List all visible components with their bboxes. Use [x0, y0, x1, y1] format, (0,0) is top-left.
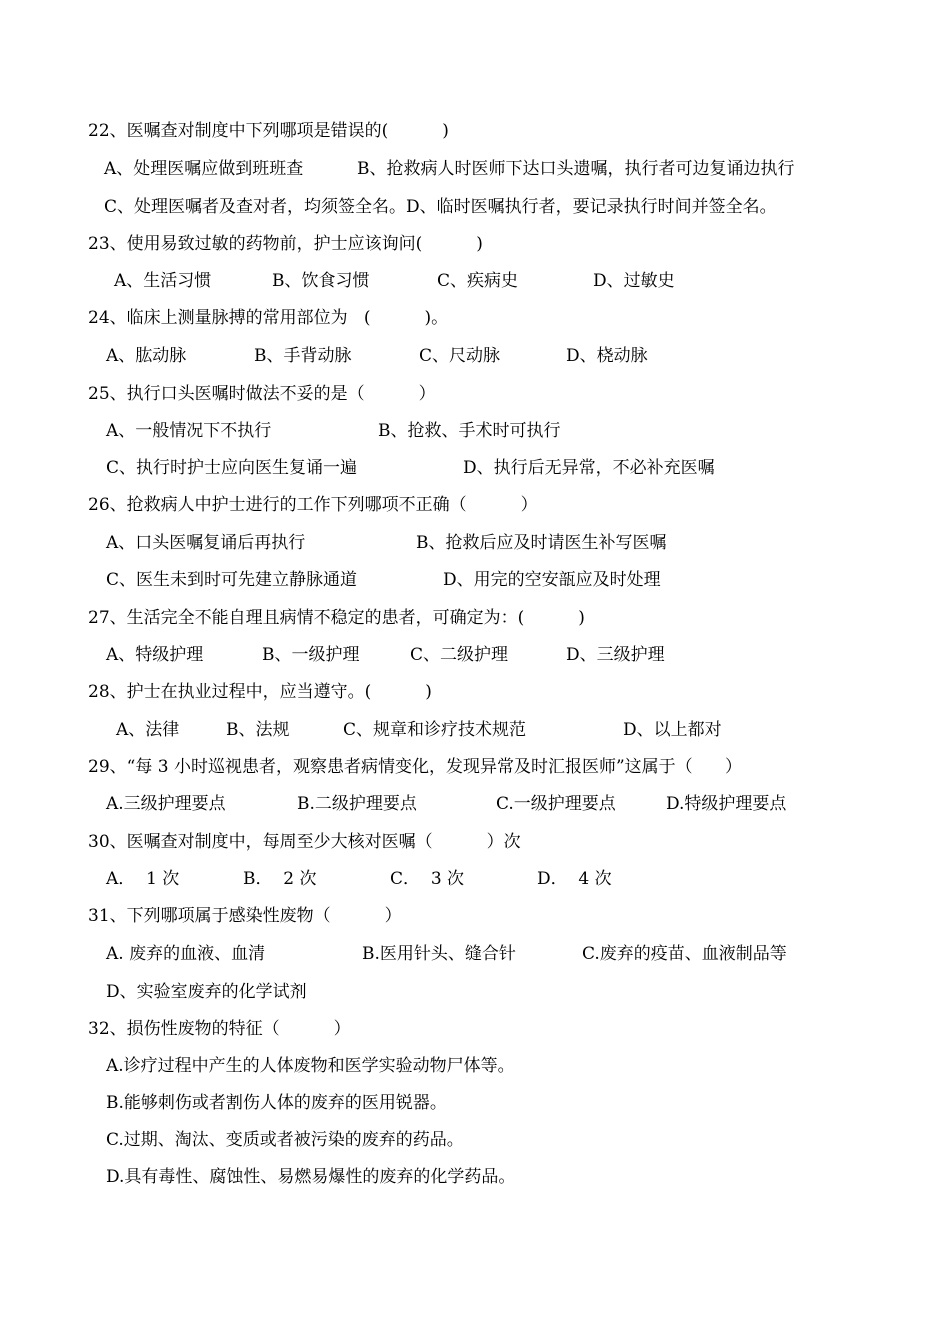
answer-option: A.诊疗过程中产生的人体废物和医学实验动物尸体等。: [106, 1056, 515, 1076]
question-stem: 30、医嘱查对制度中，每周至少大核对医嘱（ ）次: [88, 832, 521, 852]
answer-option: B、抢救病人时医师下达口头遗嘱，执行者可边复诵边执行: [357, 159, 795, 179]
answer-option: D、桡动脉: [566, 346, 648, 366]
answer-option: A、特级护理: [106, 645, 204, 665]
answer-option: B、法规: [226, 720, 290, 740]
answer-option: C． 3 次: [390, 869, 465, 889]
answer-option: B、一级护理: [262, 645, 360, 665]
answer-option: D、用完的空安瓿应及时处理: [443, 570, 661, 590]
answer-option: C、二级护理: [410, 645, 509, 665]
question-stem: 23、使用易致过敏的药物前，护士应该询问( ): [88, 234, 483, 254]
answer-option: A、生活习惯: [114, 271, 212, 291]
answer-option: D.特级护理要点: [666, 794, 787, 814]
answer-option: D.具有毒性、腐蚀性、易燃易爆性的废弃的化学药品。: [106, 1167, 516, 1187]
answer-option: C、规章和诊疗技术规范: [343, 720, 527, 740]
answer-option: B、手背动脉: [254, 346, 352, 366]
answer-option: A、处理医嘱应做到班班查: [104, 159, 304, 179]
answer-option: B、抢救后应及时请医生补写医嘱: [416, 533, 667, 553]
answer-option: D、实验室废弃的化学试剂: [106, 982, 307, 1002]
answer-option: B.二级护理要点: [297, 794, 417, 814]
answer-option: D． 4 次: [537, 869, 612, 889]
question-stem: 25、执行口头医嘱时做法不妥的是（ ）: [88, 384, 436, 404]
answer-option: D、三级护理: [566, 645, 665, 665]
answer-option: D、以上都对: [623, 720, 722, 740]
question-stem: 28、护士在执业过程中，应当遵守。( ): [88, 682, 432, 702]
answer-option: B、抢救、手术时可执行: [378, 421, 561, 441]
answer-option: C、尺动脉: [419, 346, 501, 366]
answer-option: C.过期、淘汰、变质或者被污染的废弃的药品。: [106, 1130, 464, 1150]
question-stem: 27、生活完全不能自理且病情不稳定的患者，可确定为：( ): [88, 608, 585, 628]
answer-option: C.一级护理要点: [496, 794, 616, 814]
answer-option: D、过敏史: [593, 271, 675, 291]
answer-option: A.三级护理要点: [106, 794, 226, 814]
question-stem: 24、临床上测量脉搏的常用部位为 ( )。: [88, 308, 449, 328]
answer-option: A． 1 次: [106, 869, 180, 889]
answer-option: B． 2 次: [243, 869, 317, 889]
answer-option: B.医用针头、缝合针: [362, 944, 516, 964]
question-stem: 26、抢救病人中护士进行的工作下列哪项不正确（ ）: [88, 495, 538, 515]
answer-option: D、执行后无异常，不必补充医嘱: [463, 458, 715, 478]
answer-option: A、法律: [116, 720, 180, 740]
question-stem: 32、损伤性废物的特征（ ）: [88, 1019, 351, 1039]
answer-option: C、处理医嘱者及查对者，均须签全名。D、临时医嘱执行者，要记录执行时间并签全名。: [104, 197, 777, 217]
answer-option: A、肱动脉: [106, 346, 187, 366]
answer-option: B.能够刺伤或者割伤人体的废弃的医用锐器。: [106, 1093, 447, 1113]
answer-option: C、执行时护士应向医生复诵一遍: [106, 458, 358, 478]
question-stem: 22、医嘱查对制度中下列哪项是错误的( ): [88, 121, 449, 141]
answer-option: C、医生未到时可先建立静脉通道: [106, 570, 358, 590]
answer-option: C、疾病史: [437, 271, 519, 291]
answer-option: A、口头医嘱复诵后再执行: [106, 533, 306, 553]
answer-option: C.废弃的疫苗、血液制品等: [582, 944, 787, 964]
question-stem: 31、下列哪项属于感染性废物（ ）: [88, 906, 402, 926]
answer-option: A. 废弃的血液、血清: [106, 944, 266, 964]
answer-option: A、一般情况下不执行: [106, 421, 272, 441]
question-stem: 29、“每 3 小时巡视患者，观察患者病情变化，发现异常及时汇报医师”这属于（ ）: [88, 757, 743, 777]
answer-option: B、饮食习惯: [272, 271, 370, 291]
